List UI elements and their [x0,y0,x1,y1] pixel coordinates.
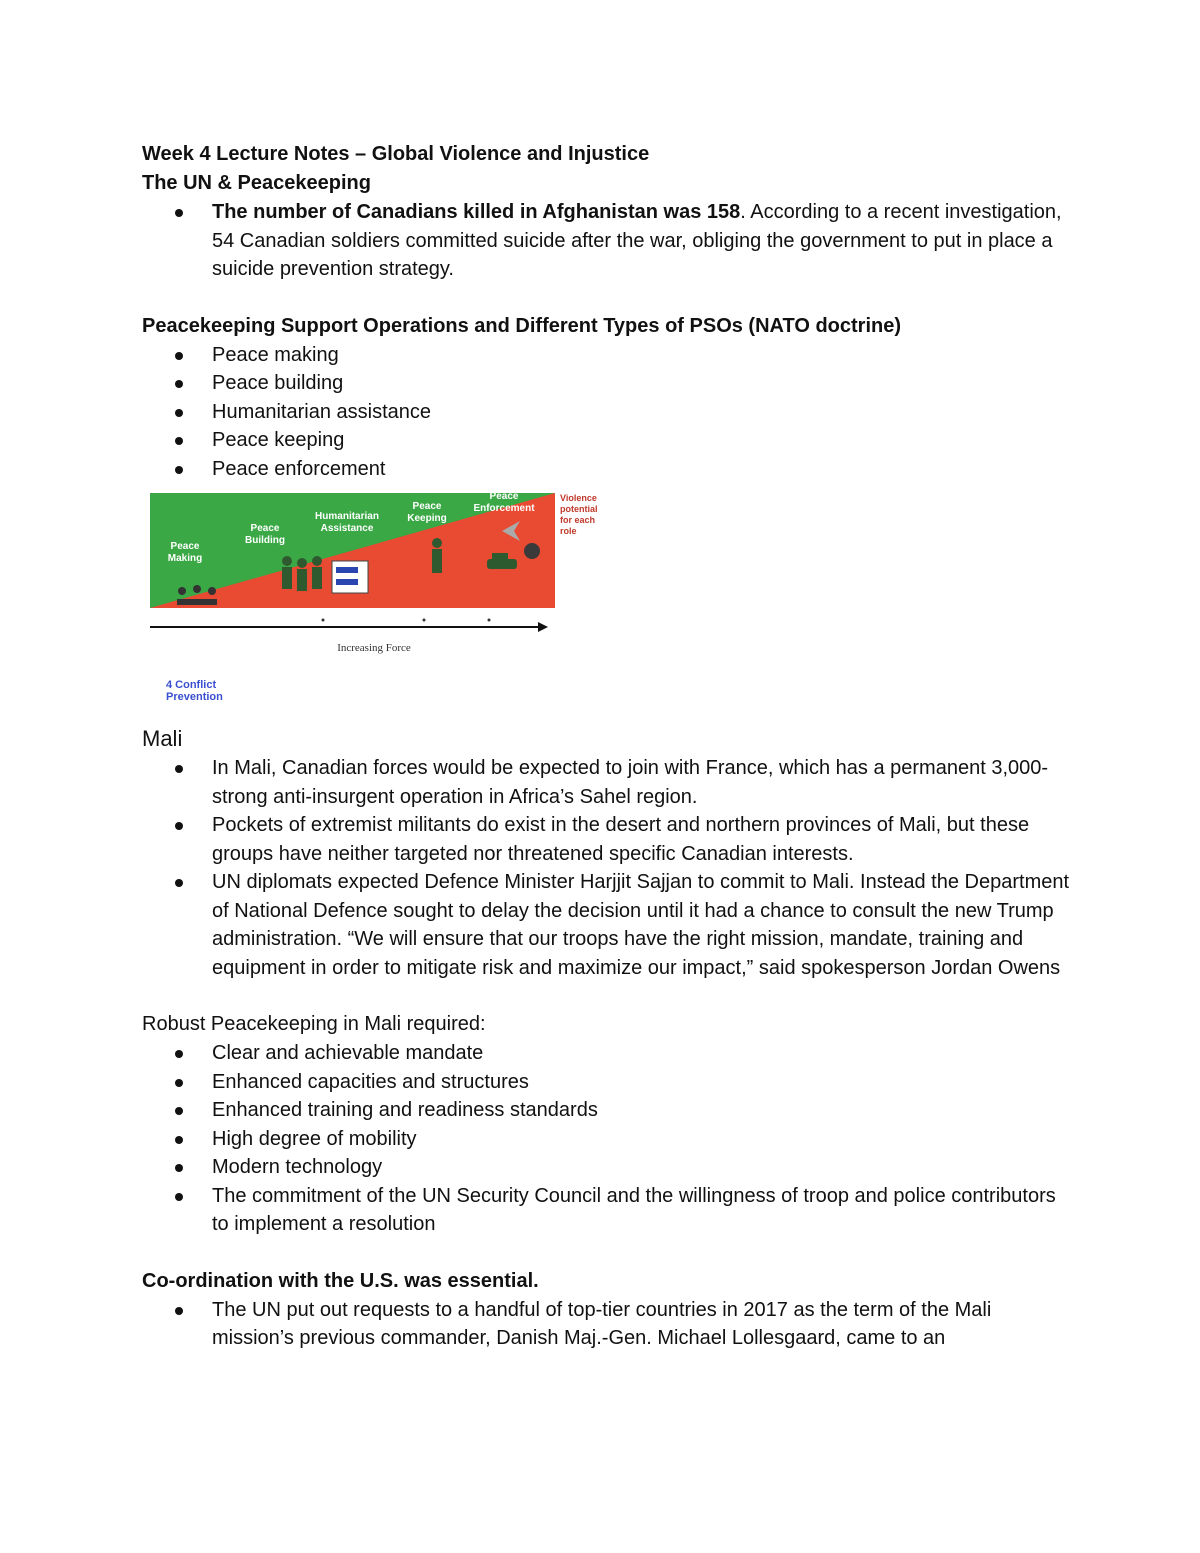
pso-diagram [142,491,622,706]
side-label-4: role [560,526,577,536]
intro-list [142,198,1072,284]
list-item: Peace keeping [142,426,1072,455]
intro-rest-text: . According to a recent investigation, 54 Canadian soldiers committed suicide after the war, obliging the government to put in place a suicide prevention strategy. [212,201,1062,280]
role-label-peace-making-1: Peace [170,541,200,552]
page-title: Week 4 Lecture Notes – Global Violence and Injustice [142,143,650,165]
list-item: UN diplomats expected Defence Minister Harjjit Sajjan to commit to Mali. Instead the Department of National Defence sought to delay the decision until it had a chance to consult the new Trump administration. “We will ensure that our troops have the right mission, mandate, training and equipment in order to mitigate risk and maximize our impact,” said spokesperson Jordan Owens [142,868,1072,982]
force-axis-label: Increasing Force [337,642,411,654]
list-item: The commitment of the UN Security Council and the willingness of troop and police contributors to implement a resolution [142,1182,1072,1239]
list-item: High degree of mobility [142,1125,1072,1154]
section-heading-un: The UN & Peacekeeping [142,172,371,194]
list-item: Clear and achievable mandate [142,1039,1072,1068]
pso-diagram-graphic [142,491,622,681]
list-item: Enhanced training and readiness standards [142,1096,1072,1125]
role-label-peace-building-1: Peace [250,523,280,534]
robust-list [142,1039,1072,1239]
pso-list [142,341,1072,484]
robust-intro: Robust Peacekeeping in Mali required: [142,1013,486,1035]
list-item: Peace building [142,369,1072,398]
list-item: Humanitarian assistance [142,398,1072,427]
list-item: Peace making [142,341,1072,370]
mali-list [142,754,1072,982]
explosion-figure [524,543,540,559]
list-item: Peace enforcement [142,455,1072,484]
role-label-humanitarian-1: Humanitarian [315,511,379,522]
coordination-list [142,1296,1072,1353]
role-label-peace-keeping-1: Peace [412,501,442,512]
section-heading-pso: Peacekeeping Support Operations and Different Types of PSOs (NATO doctrine) [142,314,902,337]
intro-bold-text: The number of Canadians killed in Afghanistan was 158 [212,201,741,223]
list-item: The UN put out requests to a handful of top-tier countries in 2017 as the term of the Mali mission’s previous commander, Danish Maj.-Gen. Michael Lollesgaard, came to an [142,1296,1072,1353]
list-item: Enhanced capacities and structures [142,1068,1072,1097]
role-label-peace-keeping-2: Keeping [407,513,447,524]
side-label-2: potential [560,504,598,514]
force-axis-arrow [538,622,548,632]
role-label-humanitarian-2: Assistance [320,523,374,534]
list-item: Pockets of extremist militants do exist in the desert and northern provinces of Mali, but these groups have neither targeted nor threatened specific Canadian interests. [142,811,1072,868]
role-label-peace-enforcement-2: Enforcement [473,503,535,514]
aid-truck-figure [332,561,368,593]
conflict-prevention-note: 4 Conflict Prevention [166,679,223,703]
role-label-peace-enforcement-1: Peace [489,491,519,502]
role-label-peace-building-2: Building [245,535,285,546]
section-heading-mali: Mali [142,726,183,751]
side-label-3: for each [560,515,596,525]
side-label-1: Violence [560,493,597,503]
section-heading-coordination: Co-ordination with the U.S. was essential. [142,1269,539,1292]
list-item: Modern technology [142,1153,1072,1182]
list-item: In Mali, Canadian forces would be expected to join with France, which has a permanent 3,000-strong anti-insurgent operation in Africa’s Sahel region. [142,754,1072,811]
document-page [142,140,1072,1353]
list-item [142,198,1072,284]
role-label-peace-making-2: Making [167,553,203,564]
